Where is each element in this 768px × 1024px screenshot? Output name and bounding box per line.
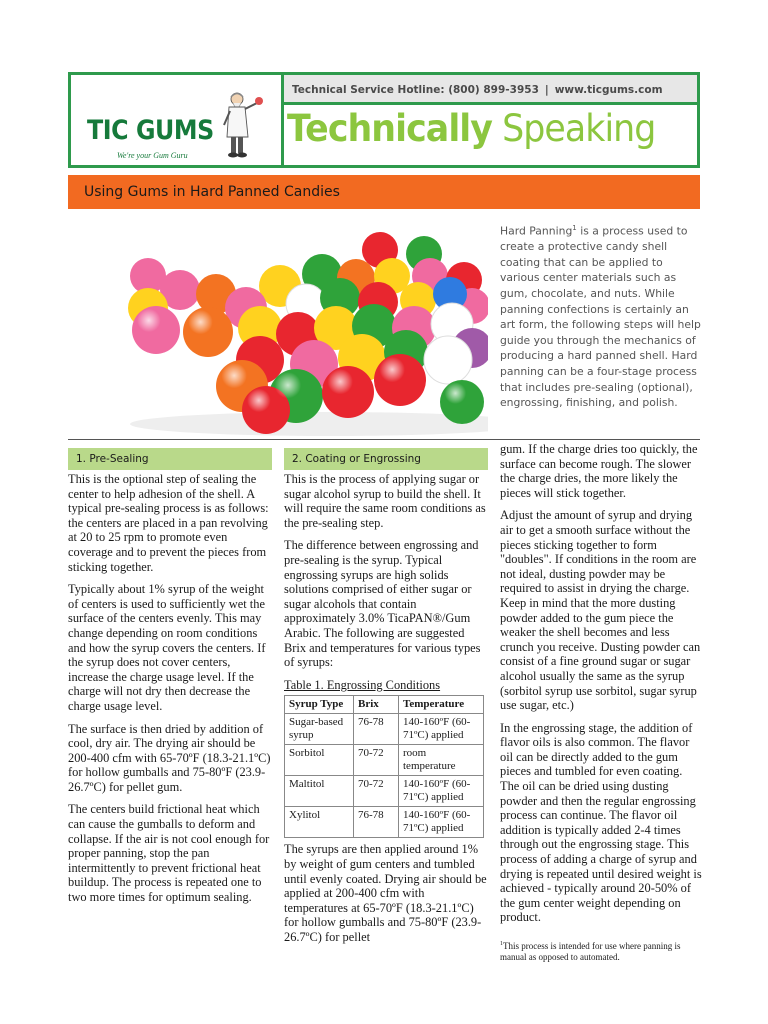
newsletter-header: [68, 72, 700, 168]
table-header-cell: Syrup Type: [285, 696, 354, 714]
table-row: [285, 776, 484, 807]
body-paragraph: The difference between engrossing and pre-sealing is the syrup. Typical engrossing syrups are high solids solutions comprised of either sugar or sugar alcohols that contain approximately 3.0% TicaPAN®/Gum Arabic. The following are suggested Brix and temperatures for various types of syrups:: [284, 538, 481, 670]
engrossing-conditions-table: [284, 695, 484, 838]
hotline-bar: [284, 75, 697, 105]
table-cell: room temperature: [399, 745, 484, 776]
body-paragraph: Adjust the amount of syrup and drying air to get a smooth surface without the pieces sticking together to form "doubles". If conditions in the room are not ideal, dusting powder may be required to assist in drying the charge. Keep in mind that the more dusting powder added to the gum piece the weaker the shell becomes and less crunch you receive. Dusting powder can consist of a fine ground sugar or sugar alcohol usually the same as the syrup (sorbitol syrup use sorbitol, sugar syrup use sugar, etc.): [500, 508, 701, 713]
body-paragraph: The syrups are then applied around 1% by weight of gum centers and tumbled until evenly coated. Drying air should be applied at 200-400 cfm with temperatures at 65-70ºF (18.3-21.1ºC) for hollow gumballs and 75-80ºF (23.9-26.7ºC) for pellet: [284, 842, 487, 944]
body-paragraph: gum. If the charge dries too quickly, the surface can become rough. The slower the charge dries, the more likely the pieces will stick together.: [500, 442, 698, 500]
company-logo: [71, 75, 284, 165]
logo-wordmark: TIC GUMS: [87, 115, 214, 146]
body-paragraph: This is the optional step of sealing the center to help adhesion of the shell. A typical pre-sealing process is as follows: the centers are placed in a pan revolving at 20 to 25 rpm to promote even coverage and to prevent the pieces from sticking together.: [68, 472, 269, 574]
title-bold: Technically: [287, 107, 493, 150]
intro-paragraph: [500, 221, 702, 411]
hotline-separator: |: [544, 84, 549, 96]
table-header-cell: Temperature: [399, 696, 484, 714]
intro-text: is a process used to create a protective candy shell coating that can be applied to various center materials such as gum, chocolate, and nuts. While panning confections is certainly an art form, the following steps will help guide you through the mechanics of producing a hard panned shell. Hard panning can be a four-stage process that includes pre-sealing (optional), engrossing, finishing, and polish.: [500, 224, 701, 410]
hotline-text: Technical Service Hotline: (800) 899-3953: [292, 84, 539, 96]
table-cell: 140-160ºF (60-71ºC) applied: [399, 714, 484, 745]
table-cell: Sugar-based syrup: [285, 714, 354, 745]
table-cell: 140-160ºF (60-71ºC) applied: [399, 807, 484, 838]
body-paragraph: The centers build frictional heat which can cause the gumballs to deform and collapse. If the air is not cool enough for proper panning, stop the pan intermittently to prevent frictional heat buildup. The process is repeated one to two more times for optimum sealing.: [68, 802, 270, 905]
table-cell: 76-78: [354, 807, 399, 838]
section-heading-engrossing: 2. Coating or Engrossing: [284, 448, 488, 470]
table-row: [285, 714, 484, 745]
gumballs-photo: [100, 224, 488, 438]
section-divider: [68, 439, 700, 440]
column-1: [68, 448, 272, 913]
article-title-banner: Using Gums in Hard Panned Candies: [68, 175, 700, 209]
footnote: [500, 939, 704, 963]
table-cell: 140-160ºF (60-71ºC) applied: [399, 776, 484, 807]
intro-lead: Hard Panning: [500, 224, 573, 238]
logo-tagline: We're your Gum Guru: [117, 151, 188, 160]
section-heading-pre-sealing: 1. Pre-Sealing: [68, 448, 272, 470]
title-light: Speaking: [492, 107, 656, 150]
table-cell: 70-72: [354, 776, 399, 807]
table-cell: Maltitol: [285, 776, 354, 807]
table-cell: 76-78: [354, 714, 399, 745]
table-row: [285, 745, 484, 776]
column-2: [284, 448, 488, 952]
body-paragraph: This is the process of applying sugar or sugar alcohol syrup to build the shell. It will require the same room conditions as the pre-sealing step.: [284, 472, 486, 530]
intro-footnote-ref: 1: [572, 224, 577, 232]
table-caption: Table 1. Engrossing Conditions: [284, 677, 441, 692]
table-cell: Sorbitol: [285, 745, 354, 776]
footnote-marker: 1: [500, 941, 503, 947]
table-cell: Xylitol: [285, 807, 354, 838]
table-row: [285, 807, 484, 838]
table-header-cell: Brix: [354, 696, 399, 714]
body-paragraph: In the engrossing stage, the addition of flavor oils is also common. The flavor oil can be directly added to the gum pieces and tumbled for even coating. The oil can be dried using dusting powder and then the regular engrossing process can continue. The flavor oil addition is typically added 2-4 times through out the engrossing stage. This process of adding a charge of syrup and drying is repeated until desired weight is achieved - typically around 20-50% of the gum center weight depending on product.: [500, 720, 702, 925]
website-link[interactable]: www.ticgums.com: [554, 84, 663, 96]
footnote-text: This process is intended for use where panning is manual as opposed to automated.: [500, 941, 681, 962]
gum-guru-mascot-icon: [223, 91, 269, 161]
column-3: [500, 442, 704, 963]
newsletter-title: [287, 107, 655, 150]
table-header-row: [285, 696, 484, 714]
body-paragraph: Typically about 1% syrup of the weight of centers is used to sufficiently wet the surface of the centers evenly. This may change depending on room conditions and how the syrup covers the centers. If the syrup does not cover centers, increase the charge usage level. If the charge will not dry then decrease the charge usage level.: [68, 582, 266, 713]
body-paragraph: The surface is then dried by addition of cool, dry air. The drying air should be 200-400 cfm with 65-70ºF (18.3-21.1ºC) for hollow gumballs and 75-80ºF (23.9-26.7ºC) for pellet gum.: [68, 721, 271, 794]
table-cell: 70-72: [354, 745, 399, 776]
